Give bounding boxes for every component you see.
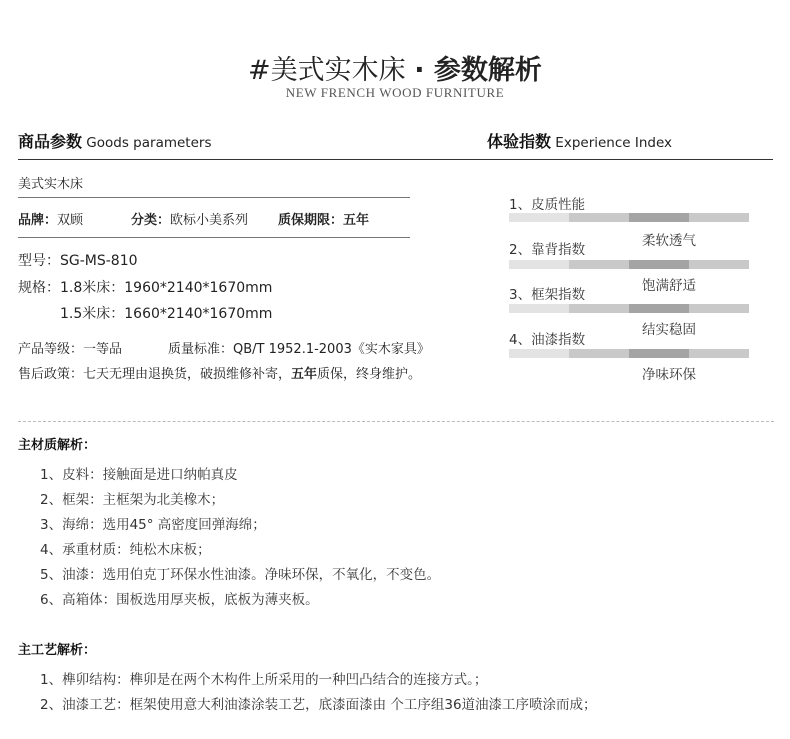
product-name: 美式实木床: [18, 177, 84, 192]
page-title: [0, 48, 790, 87]
aftersale-part-c: 质保，终身维护。: [317, 367, 422, 382]
experience-heading-en: Experience Index: [551, 135, 673, 151]
spec-line-2: 1.5米床：1660*2140*1670mm: [60, 306, 273, 322]
experience-bar-segment: [629, 260, 689, 269]
experience-value: 结实稳固: [642, 322, 696, 338]
spec-line-1: 规格：1.8米床：1960*2140*1670mm: [18, 280, 273, 296]
material-heading: 主材质解析：: [18, 438, 97, 453]
list-item: 3、海绵：选用45° 高密度回弹海绵；: [40, 517, 266, 533]
list-item: 2、油漆工艺：框架使用意大利油漆涂装工艺，底漆面漆由 个工序组36道油漆工序喷涂而成；: [40, 697, 597, 713]
warranty-field: [278, 209, 369, 228]
experience-bar-remainder: [689, 260, 749, 269]
dashed-divider: [18, 421, 774, 422]
list-item: 1、榫卯结构：榫卯是在两个木构件上所采用的一种凹凸结合的连接方式。；: [40, 672, 488, 688]
experience-value: 净味环保: [642, 367, 696, 383]
experience-bar-remainder: [689, 213, 749, 222]
brand-value: 双顾: [57, 213, 84, 228]
experience-bar-segment: [509, 304, 569, 313]
warranty-label: 质保期限：: [278, 213, 344, 228]
list-item: 5、油漆：选用伯克丁环保水性油漆。净味环保，不氧化，不变色。: [40, 567, 441, 583]
aftersale-part-b: 五年: [291, 367, 318, 382]
category-value: 欧标小美系列: [170, 213, 249, 228]
experience-label: 1、皮质性能: [509, 197, 586, 213]
experience-bar-segment: [569, 304, 629, 313]
experience-bar-segment: [509, 349, 569, 358]
experience-bar-segment: [569, 349, 629, 358]
warranty-value: 五年: [343, 213, 370, 228]
experience-bar-segment: [509, 260, 569, 269]
page-subtitle: NEW FRENCH WOOD FURNITURE: [285, 85, 505, 100]
experience-value: 柔软透气: [642, 233, 696, 249]
experience-bar-remainder: [689, 304, 749, 313]
experience-heading: [487, 129, 672, 152]
model-text: 型号：SG-MS-810: [18, 253, 138, 269]
experience-bar-segment: [629, 213, 689, 222]
experience-bar: [509, 213, 749, 222]
experience-bar-segment: [569, 213, 629, 222]
experience-label: 3、框架指数: [509, 287, 586, 303]
experience-bar: [509, 349, 749, 358]
experience-bar: [509, 260, 749, 269]
aftersale-text: [18, 363, 421, 382]
experience-bar-segment: [629, 349, 689, 358]
category-field: [131, 209, 248, 228]
brand-label: 品牌：: [18, 213, 58, 228]
experience-bar-segment: [569, 260, 629, 269]
title-regular: #美式实木床: [248, 55, 406, 86]
brand-field: [18, 209, 83, 228]
section-divider: [18, 159, 773, 160]
grade-text: 产品等级：一等品: [18, 342, 123, 357]
experience-value: 饱满舒适: [642, 278, 696, 294]
craft-heading: 主工艺解析：: [18, 643, 97, 658]
experience-bar: [509, 304, 749, 313]
divider: [18, 197, 410, 198]
experience-bar-segment: [629, 304, 689, 313]
experience-label: 2、靠背指数: [509, 242, 586, 258]
divider: [18, 237, 410, 238]
category-label: 分类：: [131, 213, 171, 228]
goods-heading-en: Goods parameters: [82, 135, 212, 151]
list-item: 1、皮料：接触面是进口纳帕真皮: [40, 467, 238, 483]
experience-bar-remainder: [689, 349, 749, 358]
list-item: 4、承重材质：纯松木床板；: [40, 542, 211, 558]
list-item: 6、高箱体：围板选用厚夹板，底板为薄夹板。: [40, 592, 319, 608]
title-bold: · 参数解析: [414, 55, 542, 86]
experience-heading-cn: 体验指数: [487, 132, 552, 151]
standard-text: 质量标准：QB/T 1952.1-2003《实木家具》: [168, 342, 430, 357]
list-item: 2、框架：主框架为北美橡木；: [40, 492, 225, 508]
goods-heading-cn: 商品参数: [18, 132, 83, 151]
aftersale-part-a: 售后政策：七天无理由退换货，破损维修补寄，: [18, 367, 292, 382]
experience-label: 4、油漆指数: [509, 332, 586, 348]
goods-heading: [18, 129, 212, 152]
experience-bar-segment: [509, 213, 569, 222]
